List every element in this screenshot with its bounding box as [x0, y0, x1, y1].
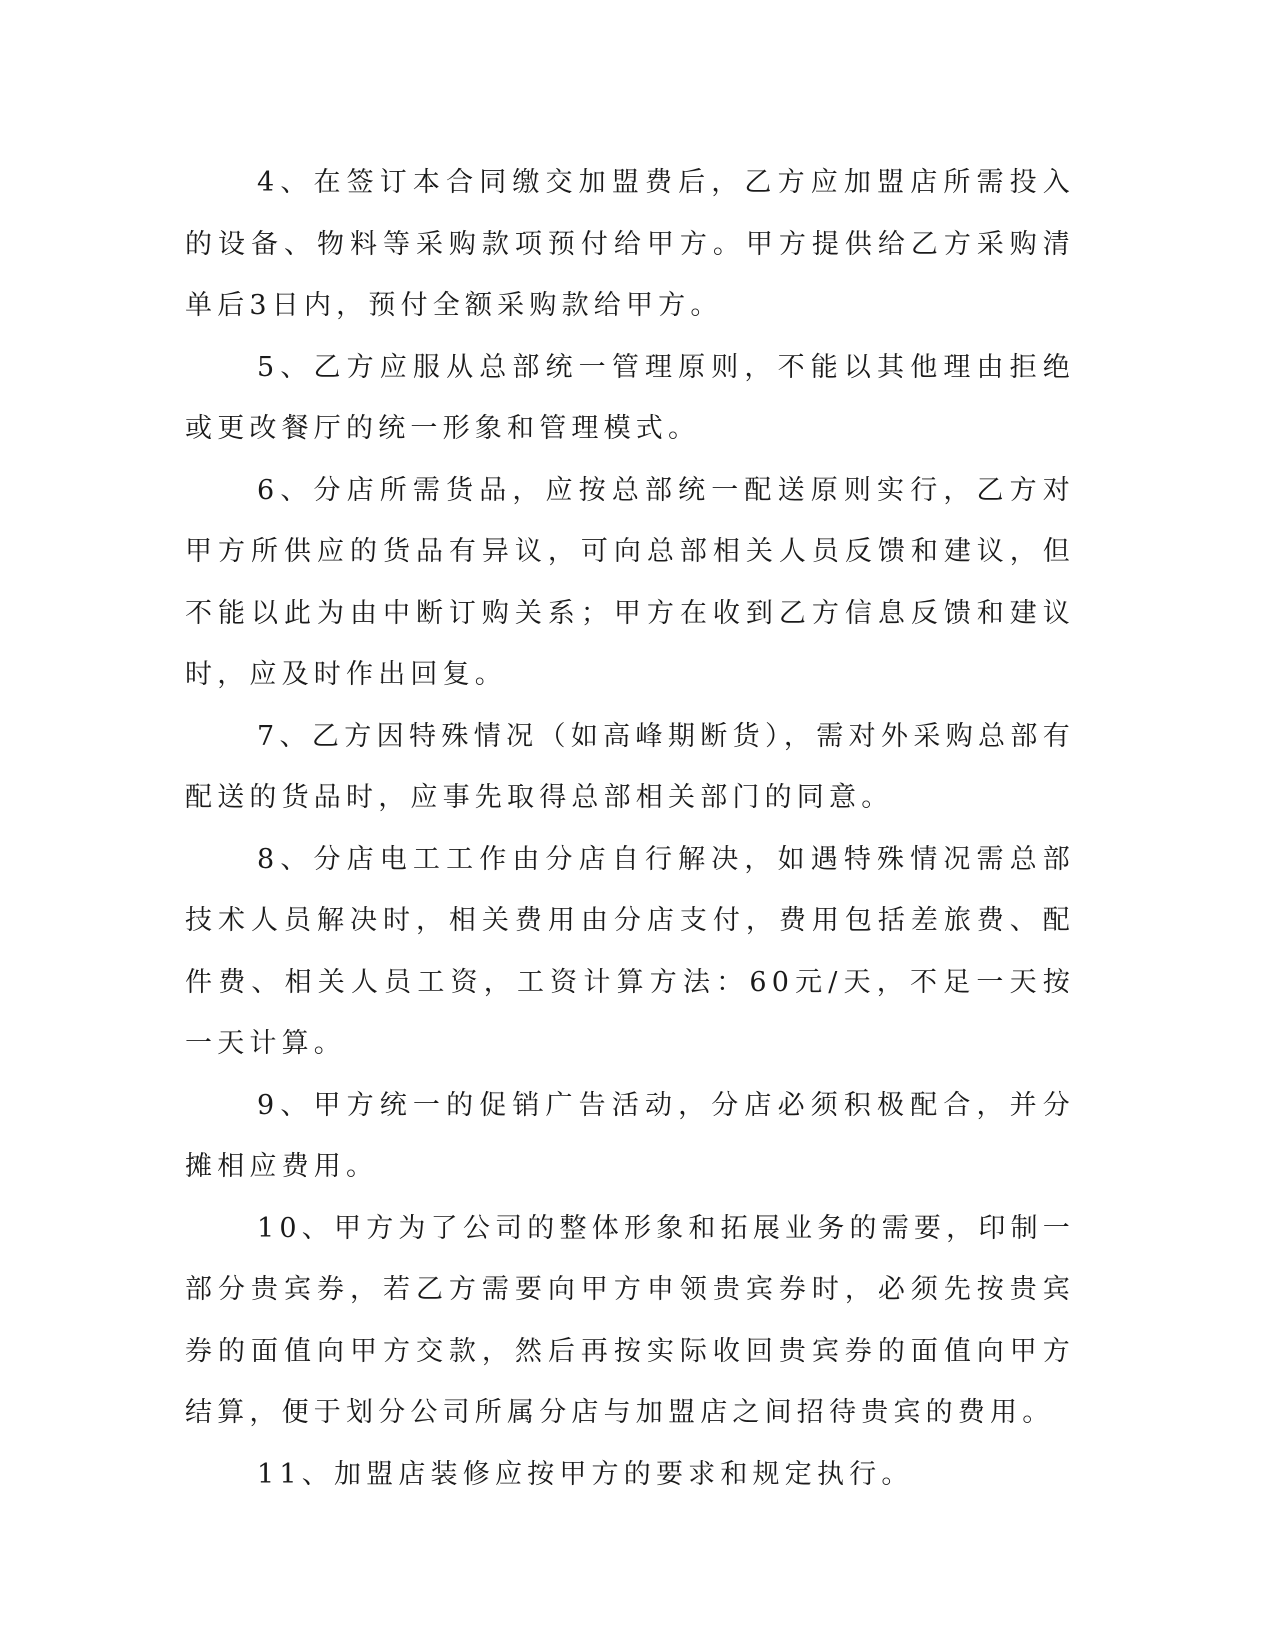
clause-9: 9、甲方统一的促销广告活动，分店必须积极配合，并分摊相应费用。: [185, 1089, 1075, 1182]
clause-4: 4、在签订本合同缴交加盟费后，乙方应加盟店所需投入的设备、物料等采购款项预付给甲方。甲方提供给乙方采购清单后3日内，预付全额采购款给甲方。: [185, 167, 1075, 321]
clause-8: 8、分店电工工作由分店自行解决，如遇特殊情况需总部技术人员解决时，相关费用由分店支付，费用包括差旅费、配件费、相关人员工资，工资计算方法：60元/天，不足一天按一天计算。: [185, 843, 1075, 1059]
clause-6: 6、分店所需货品，应按总部统一配送原则实行，乙方对甲方所供应的货品有异议，可向总部相关人员反馈和建议，但不能以此为由中断订购关系；甲方在收到乙方信息反馈和建议时，应及时作出回复。: [185, 474, 1075, 690]
document-body: [185, 152, 1075, 1505]
clause-11: 11、加盟店装修应按甲方的要求和规定执行。: [257, 1458, 914, 1490]
clause-5: 5、乙方应服从总部统一管理原则，不能以其他理由拒绝或更改餐厅的统一形象和管理模式。: [185, 351, 1075, 444]
clause-7: 7、乙方因特殊情况（如高峰期断货），需对外采购总部有配送的货品时，应事先取得总部相关部门的同意。: [185, 720, 1075, 813]
clause-10: 10、甲方为了公司的整体形象和拓展业务的需要，印制一部分贵宾券，若乙方需要向甲方申领贵宾券时，必须先按贵宾券的面值向甲方交款，然后再按实际收回贵宾券的面值向甲方结算，便于划分公司所属分店与加盟店之间招待贵宾的费用。: [185, 1212, 1075, 1428]
